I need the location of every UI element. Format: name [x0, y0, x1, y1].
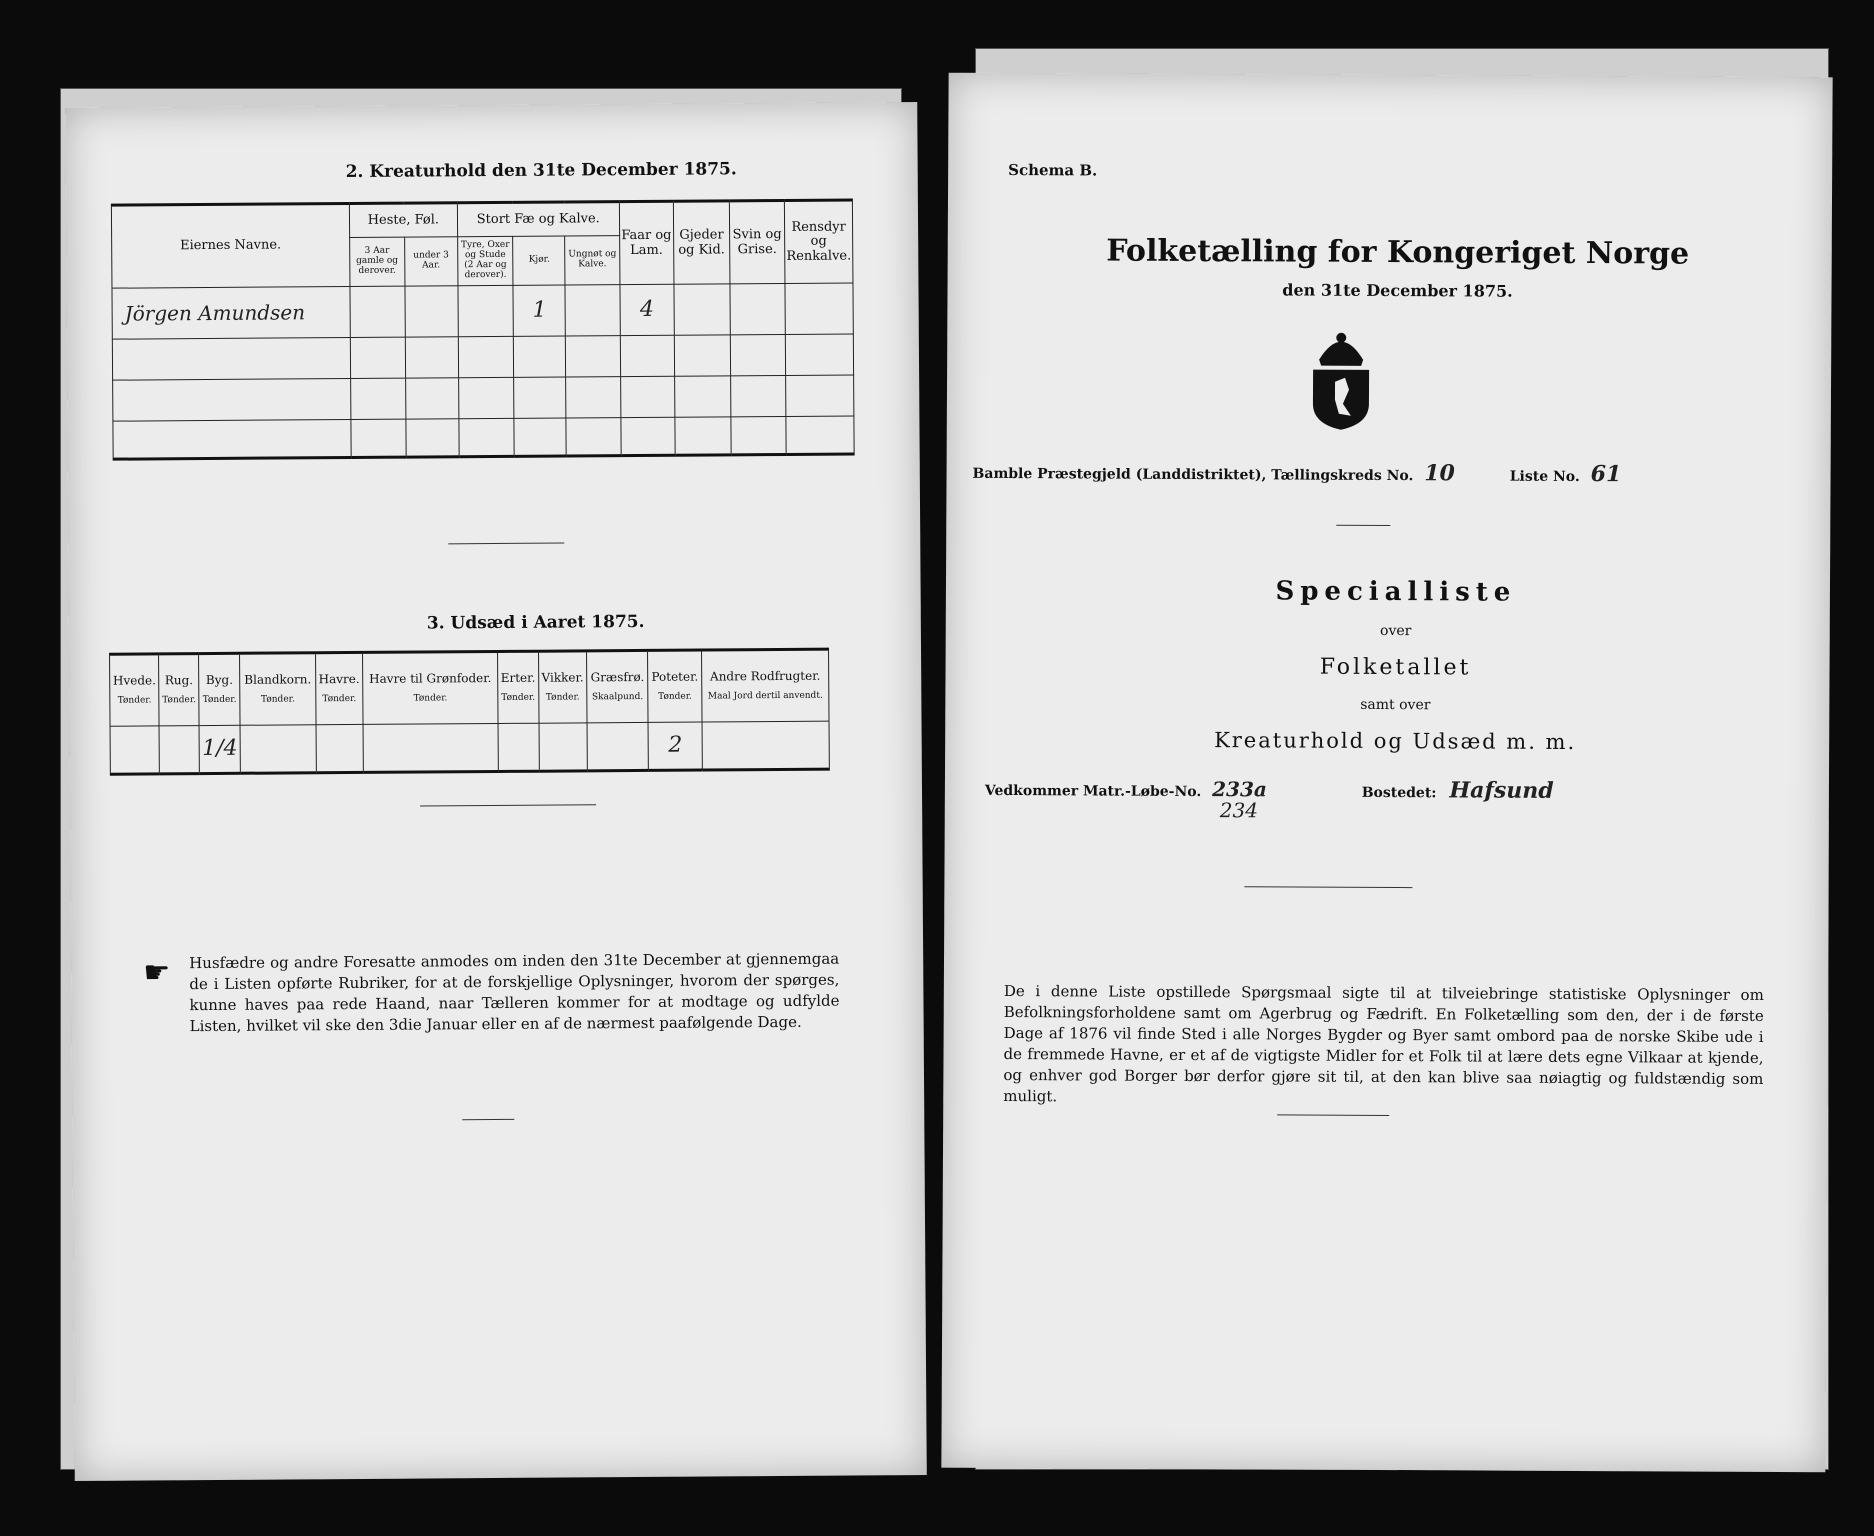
seed-col-unit: Tønder.	[202, 694, 237, 705]
seed-value-cell	[240, 725, 316, 774]
col-rensdyr-header: Rensdyr og Renkalve.	[785, 200, 853, 283]
seed-col-name: Poteter.	[651, 670, 699, 685]
coat-of-arms-icon	[1305, 330, 1378, 432]
seed-col-header	[648, 650, 702, 722]
group-stort-header: Stort Fæ og Kalve.	[457, 202, 619, 237]
specialliste-title: Specialliste	[1275, 576, 1517, 608]
matr-line	[985, 775, 1785, 805]
seed-col-name: Græsfrø.	[590, 670, 645, 685]
seed-col-unit: Maal Jord dertil anvendt.	[707, 690, 823, 702]
seed-col-name: Andre Rodfrugter.	[709, 669, 821, 684]
seed-value-cell	[159, 726, 199, 774]
seed-col-header	[538, 651, 587, 723]
folketallet-text: Folketallet	[1319, 654, 1472, 681]
pointing-hand-icon: ☛	[143, 955, 171, 991]
seed-value-cell	[702, 721, 829, 770]
sub-stort-1: Tyre, Oxer og Stude (2 Aar og derover).	[457, 236, 513, 285]
seed-col-header	[315, 652, 363, 724]
seed-col-header	[159, 654, 199, 726]
seed-col-unit: Skaalpund.	[591, 691, 644, 702]
divider-rule-4	[1336, 525, 1390, 526]
seed-col-header	[702, 649, 829, 722]
seed-value-cell: 1/4	[199, 725, 241, 773]
bostedet-label: Bostedet:	[1361, 784, 1437, 802]
seed-value-cell	[316, 724, 364, 772]
col-gjeder-header: Gjeder og Kid.	[673, 201, 730, 284]
seed-col-name: Vikker.	[541, 670, 584, 686]
col-svin-header: Svin og Grise.	[729, 200, 785, 283]
divider-rule-6	[1277, 1114, 1389, 1116]
seed-col-unit: Tønder.	[658, 691, 692, 702]
seed-table	[109, 648, 830, 776]
seed-col-header	[498, 651, 539, 723]
seed-col-name: Rug.	[164, 673, 194, 688]
matr-number-2: 234	[1219, 798, 1259, 823]
col-owner-header: Eiernes Navne.	[111, 204, 349, 289]
matr-label: Vedkommer Matr.-Løbe-No.	[984, 782, 1202, 801]
seed-col-header	[363, 651, 498, 724]
section2-title: 2. Kreaturhold den 31te December 1875.	[345, 159, 737, 183]
seed-col-name: Byg.	[205, 673, 234, 688]
seed-col-unit: Tønder.	[162, 694, 197, 705]
seed-col-header	[587, 650, 649, 722]
seed-col-unit: Tønder.	[322, 693, 357, 704]
sub-heste-1: 3 Aar gamle og derover.	[350, 237, 405, 286]
notice-text: Husfædre og andre Foresatte anmodes om inden den 31te December at gjennemgaa de i Listen opførte Rubriker, for at de forskjellige Oplysninger, hvorom der spørges, kunne haves paa rede Haand, naar Tælleren kommer for at modtage og udfylde Listen, hvilket vil ske den 3die Januar eller en af de nærmest paafølgende Dage.	[189, 949, 840, 1036]
census-date: den 31te December 1875.	[1282, 280, 1513, 301]
right-page	[941, 73, 1832, 1473]
bostedet-value: Hafsund	[1449, 777, 1554, 804]
seed-col-unit: Tønder.	[545, 692, 580, 703]
seed-col-unit: Tønder.	[501, 692, 536, 703]
seed-value-cell	[363, 723, 498, 772]
schema-label: Schema B.	[1008, 161, 1098, 180]
kreaturhold-text: Kreaturhold og Udsæd m. m.	[1214, 728, 1577, 754]
seed-col-header	[110, 654, 160, 726]
liste-number: 61	[1590, 461, 1622, 488]
group-heste-header: Heste, Føl.	[349, 203, 457, 238]
seed-value-cell	[539, 723, 588, 771]
seed-col-name: Erter.	[500, 671, 536, 686]
sub-heste-2: under 3 Aar.	[404, 237, 457, 286]
district-label: Bamble Præstegjeld (Landdistriktet), Tællingskreds No.	[972, 465, 1414, 485]
seed-col-header	[240, 653, 316, 726]
main-title: Folketælling for Kongeriget Norge	[1106, 233, 1690, 272]
col-faar-header: Faar og Lam.	[619, 201, 674, 284]
seed-value-cell	[498, 723, 539, 771]
livestock-table	[111, 198, 855, 460]
divider-rule-1	[448, 543, 564, 545]
row1-owner: Jörgen Amundsen	[112, 287, 350, 340]
seed-col-unit: Tønder.	[260, 694, 295, 705]
divider-rule-2	[420, 804, 596, 806]
seed-col-unit: Tønder.	[117, 695, 152, 706]
seed-value-cell	[587, 722, 648, 770]
footer-text: De i denne Liste opstillede Spørgsmaal sigte til at tilveiebringe statistiske Oplysninger om Befolkningsforholdene samt om Agerbrug og Fædrift. En Folketælling som den, der i de første Dage af 1876 vil finde Sted i alle Norges Bygder og Byer samt ombord paa de norske Skibe ude i de fremmede Havne, er et af de vigtigste Midler for et Folk til at lære dets egne Vilkaar at kjende, og enhver god Borger bør derfor gjøre sit til, at den kan blive saa nøiagtig og fuldstændig som muligt.	[1003, 981, 1764, 1106]
liste-label: Liste No.	[1509, 468, 1580, 486]
seed-value-cell	[110, 726, 160, 774]
samt-over-text: samt over	[1360, 696, 1431, 714]
kreds-number: 10	[1424, 460, 1455, 487]
divider-rule-3	[462, 1119, 514, 1120]
seed-col-name: Hvede.	[112, 673, 156, 689]
row1-faar: 4	[620, 284, 674, 335]
seed-col-header	[199, 653, 241, 725]
seed-value-cell: 2	[648, 722, 702, 770]
left-page	[65, 102, 927, 1481]
section3-title: 3. Udsæd i Aaret 1875.	[426, 611, 645, 634]
divider-rule-5	[1244, 886, 1412, 888]
seed-col-name: Havre.	[318, 672, 360, 687]
over-text-1: over	[1380, 622, 1412, 640]
seed-col-unit: Tønder.	[413, 692, 448, 704]
sub-stort-2: Kjør.	[513, 236, 565, 285]
matr-number-1: 233a	[1212, 777, 1267, 802]
district-line	[973, 458, 1813, 488]
seed-col-name: Havre til Grønfoder.	[369, 671, 492, 687]
row1-kjor: 1	[513, 285, 565, 336]
sub-stort-3: Ungnøt og Kalve.	[565, 236, 620, 285]
seed-col-name: Blandkorn.	[244, 672, 312, 688]
